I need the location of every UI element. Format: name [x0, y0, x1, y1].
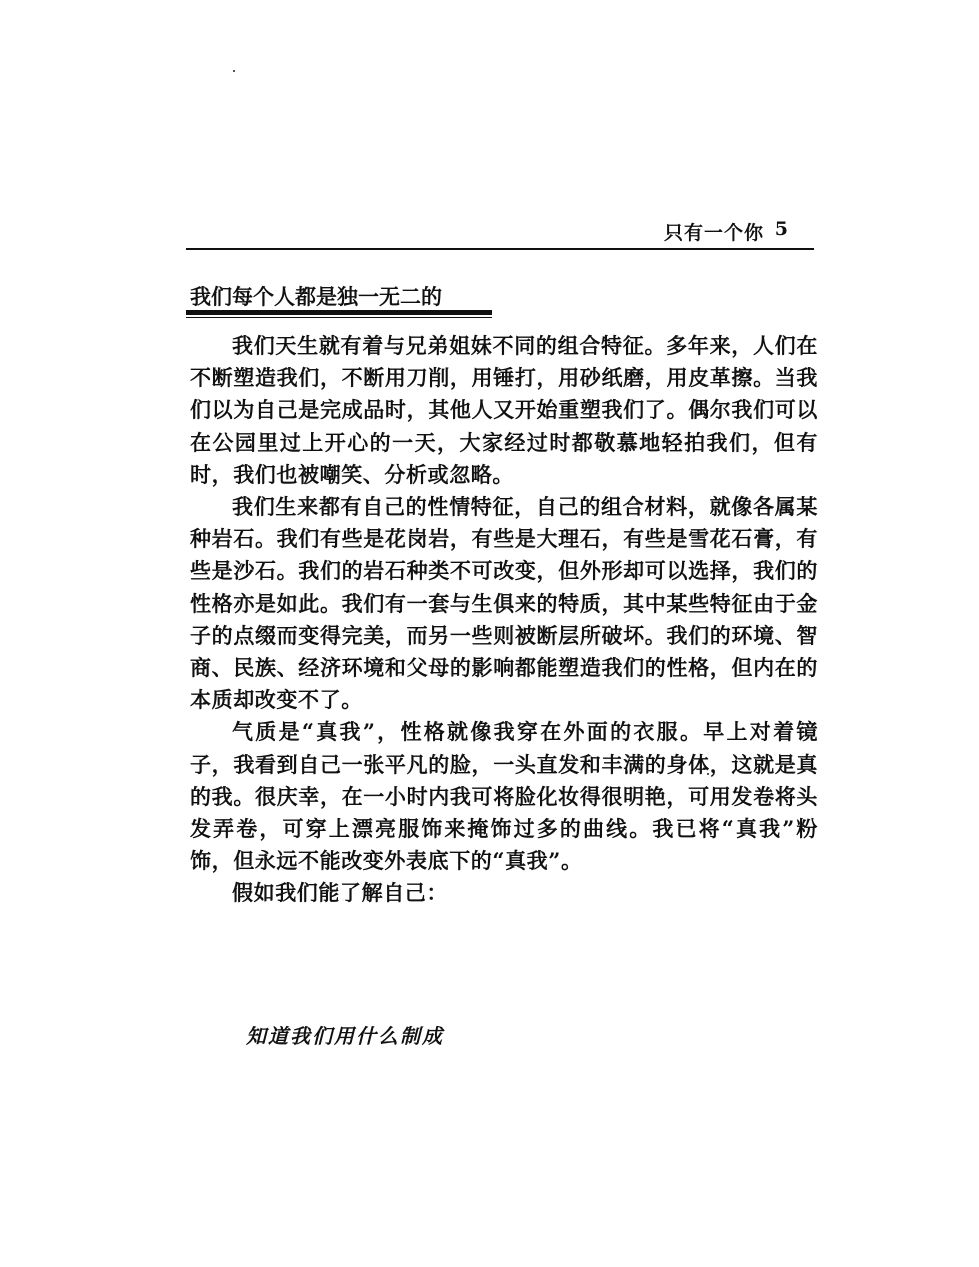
heading-rule-thin	[186, 317, 492, 318]
running-header	[186, 214, 814, 250]
heading-rule-thick	[186, 310, 492, 315]
paragraph: 我们生来都有自己的性情特征，自己的组合材料，就像各属某种岩石。我们有些是花岗岩，有些是大理石，有些是雪花石膏，有些是沙石。我们的岩石种类不可改变，但外形却可以选择，我们的性格亦是如此。我们有一套与生俱来的特质，其中某些特征由于金子的点缀而变得完美，而另一些则被断层所破坏。我们的环境、智商、民族、经济环境和父母的影响都能塑造我们的性格，但内在的本质却改变不了。	[190, 494, 818, 713]
heading-double-rule	[186, 310, 492, 318]
section-heading: 我们每个人都是独一无二的	[190, 284, 442, 309]
paragraph: 气质是“真我”，性格就像我穿在外面的衣服。早上对着镜子，我看到自己一张平凡的脸，一头直发和丰满的身体，这就是真的我。很庆幸，在一小时内我可将脸化妆得很明艳，可用发卷将头发弄卷，可穿上漂亮服饰来掩饰过多的曲线。我已将“真我”粉饰，但永远不能改变外表底下的“真我”。	[190, 719, 818, 874]
page-number: 5	[774, 218, 788, 240]
paragraph: 我们天生就有着与兄弟姐妹不同的组合特征。多年来，人们在不断塑造我们，不断用刀削，用锤打，用砂纸磨，用皮革擦。当我们以为自己是完成品时，其他人又开始重塑我们了。偶尔我们可以在公园里过上开心的一天，大家经过时都敬慕地轻拍我们，但有时，我们也被嘲笑、分析或忽略。	[190, 333, 818, 487]
scan-speck	[233, 70, 235, 72]
paragraph: 假如我们能了解自己：	[232, 880, 448, 906]
body-text	[190, 330, 818, 910]
running-title: 只有一个你	[663, 222, 764, 244]
list-item: 知道我们用什么制成	[246, 1024, 444, 1048]
